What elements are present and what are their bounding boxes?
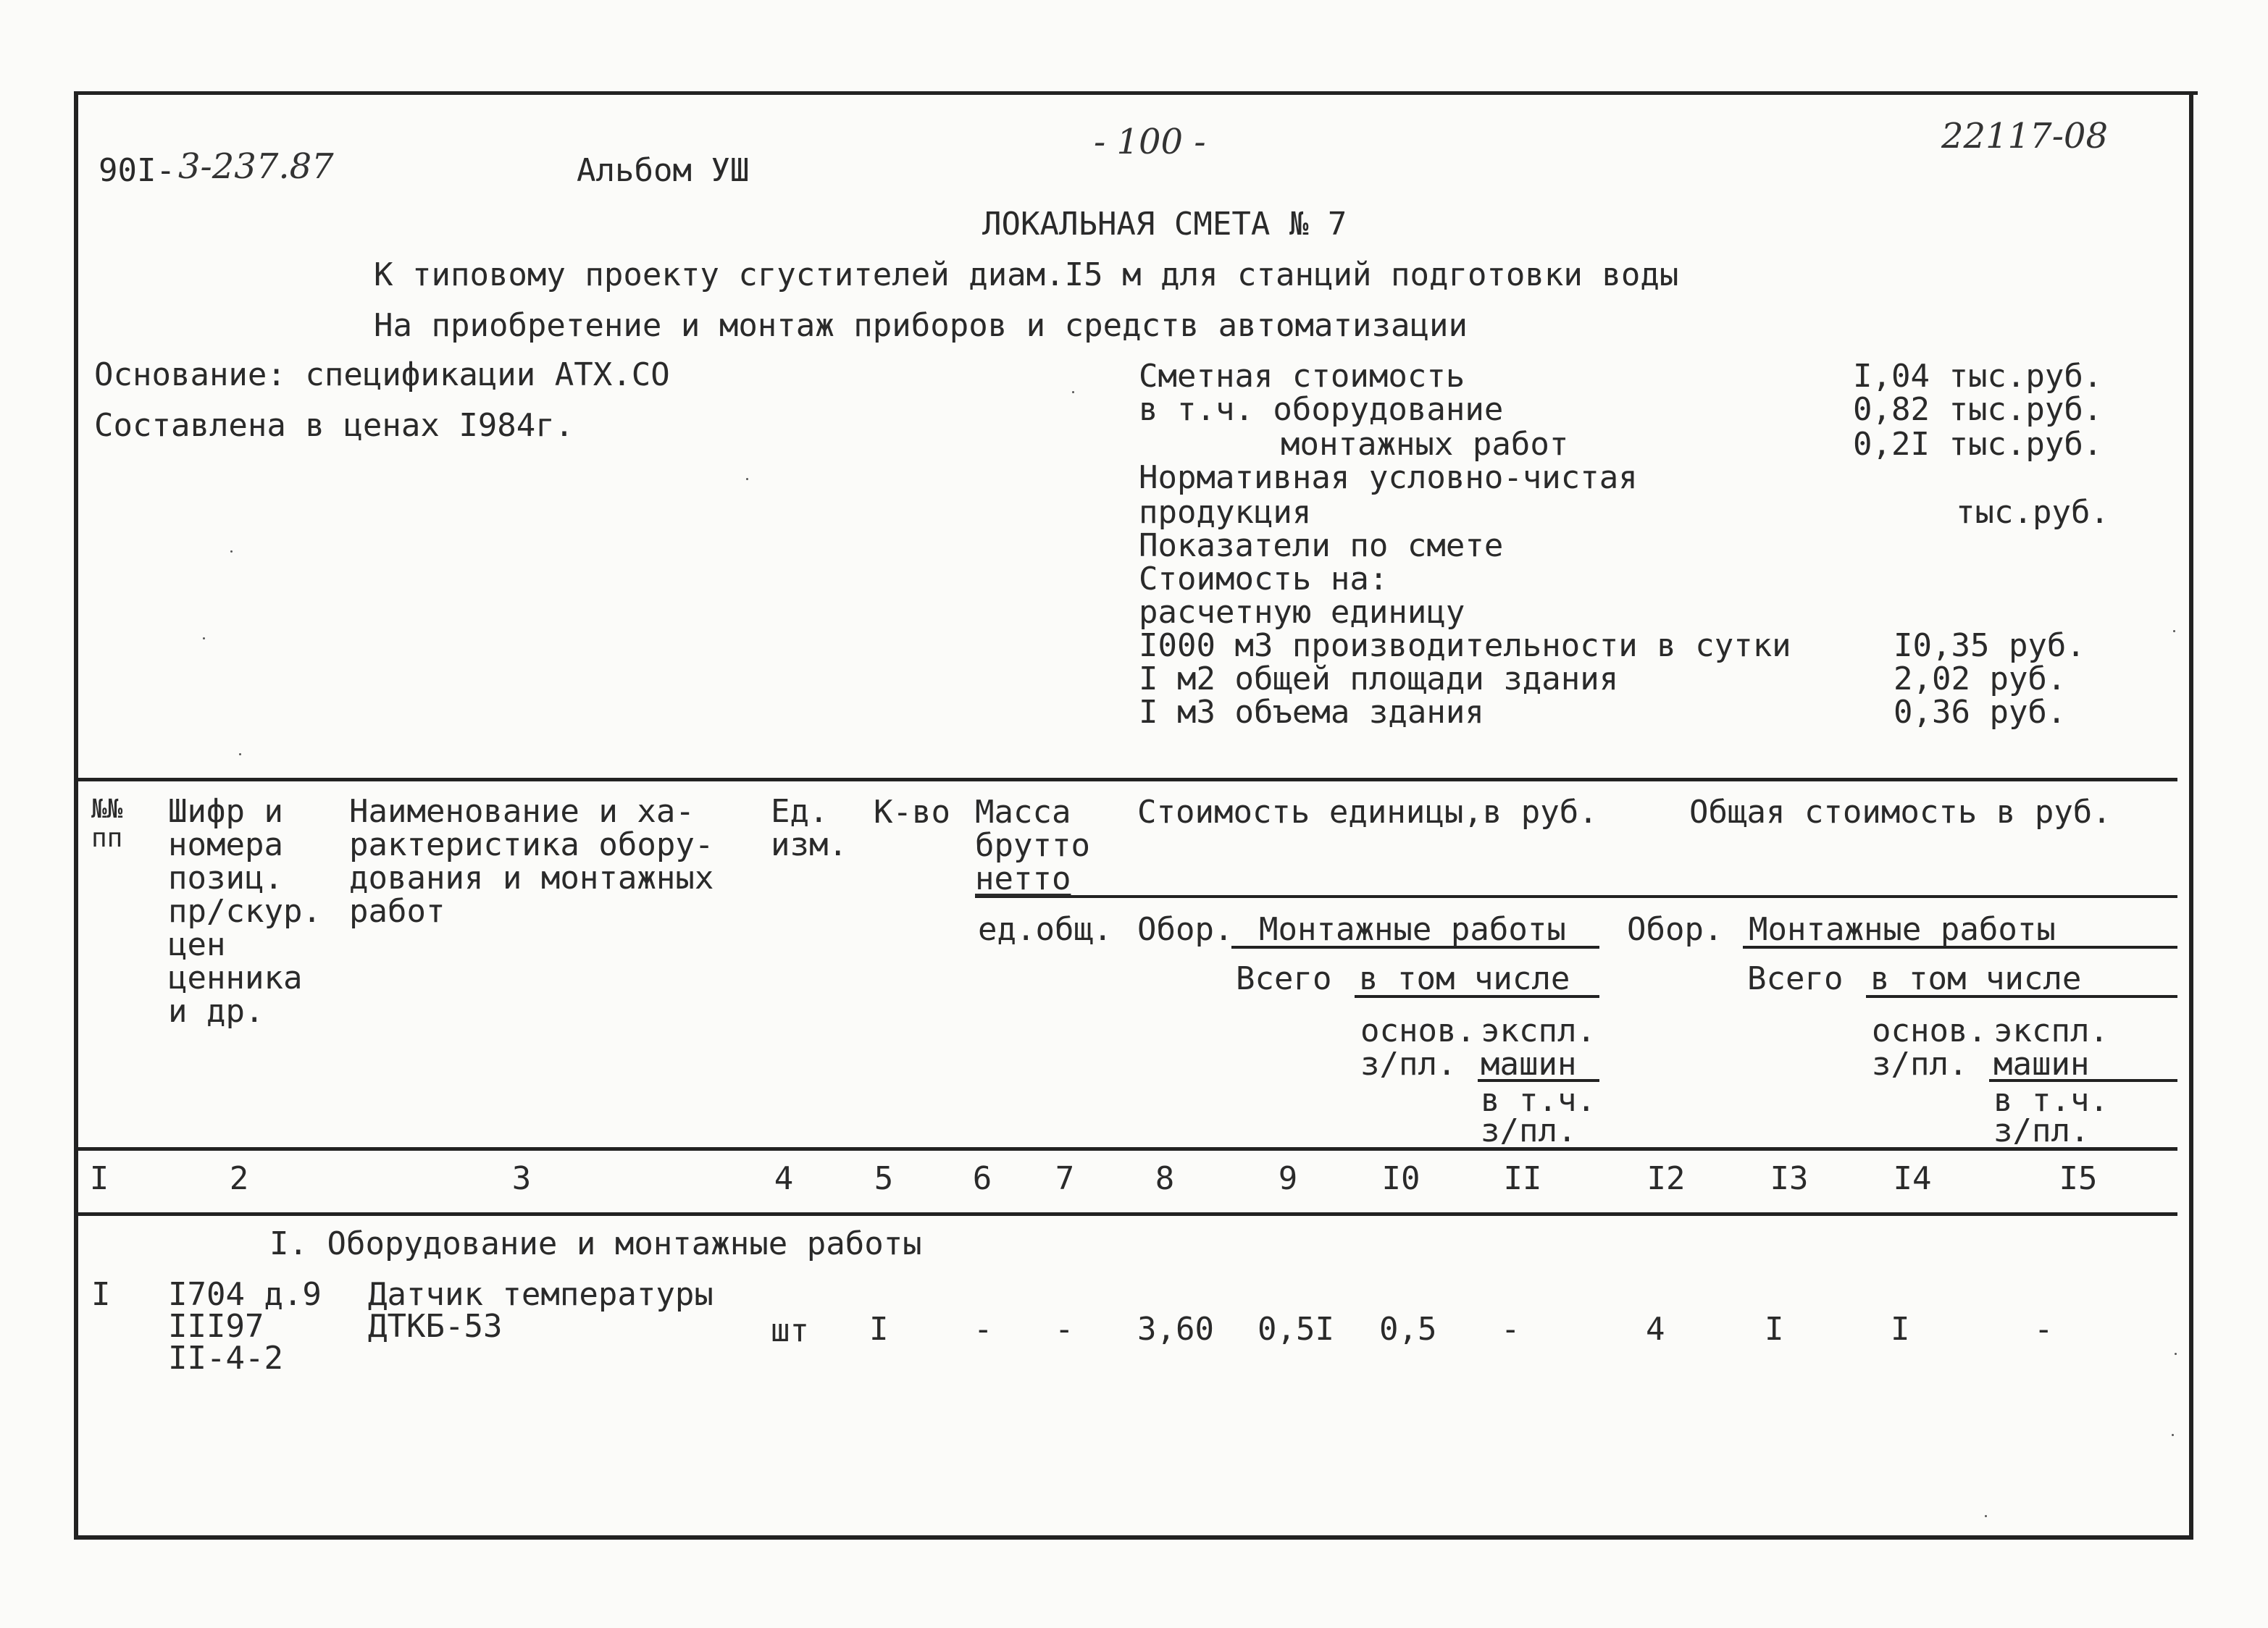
col-number: I3 bbox=[1770, 1160, 1809, 1197]
row-mass-unit: - bbox=[974, 1311, 993, 1348]
equip-label: в т.ч. оборудование bbox=[1139, 391, 1504, 428]
header-unit-basic-2: з/пл. bbox=[1360, 1046, 1457, 1083]
col-number: 5 bbox=[874, 1160, 894, 1197]
header-unit-mach-3: в т.ч. bbox=[1481, 1082, 1596, 1119]
header-bottom-rule bbox=[75, 1147, 2177, 1151]
subtitle-project: К типовому проекту сгустителей диам.I5 м для станций подготовки воды bbox=[374, 256, 1679, 293]
header-unit-cost: Стоимость единицы,в руб. bbox=[1137, 794, 1598, 831]
col-number: 2 bbox=[229, 1160, 249, 1197]
col-number: I4 bbox=[1893, 1160, 1932, 1197]
page-number: - 100 - bbox=[1094, 122, 1206, 162]
header-mass-1: Масса bbox=[975, 794, 1071, 831]
frame-right bbox=[2189, 91, 2193, 1540]
row-qty: I bbox=[869, 1311, 889, 1348]
row-mass-total: - bbox=[1055, 1311, 1074, 1348]
scan-speck bbox=[2173, 630, 2175, 632]
per-1000-value: I0,35 руб. bbox=[1894, 627, 2085, 664]
header-num: №№ пп bbox=[91, 794, 123, 853]
album-label: Альбом УШ bbox=[577, 152, 750, 189]
frame-top bbox=[75, 91, 2198, 95]
table-top-rule bbox=[75, 778, 2177, 781]
row-unit: шт bbox=[771, 1312, 809, 1349]
scan-speck bbox=[239, 753, 241, 755]
row-equip-unit: 3,60 bbox=[1137, 1311, 1214, 1348]
install-label: монтажных работ bbox=[1281, 426, 1569, 463]
col-number: 8 bbox=[1155, 1160, 1175, 1197]
per-m2-label: I м2 общей площади здания bbox=[1139, 660, 1619, 697]
header-sum-mach-4: з/пл. bbox=[1993, 1112, 2090, 1149]
document-title: ЛОКАЛЬНАЯ СМЕТА № 7 bbox=[982, 206, 1347, 243]
scan-speck bbox=[2175, 1353, 2177, 1355]
row-install-total: 0,5I bbox=[1258, 1311, 1334, 1348]
section-title: I. Оборудование и монтажные работы bbox=[269, 1225, 922, 1262]
col-number: 4 bbox=[774, 1160, 794, 1197]
subtitle-purpose: На приобретение и монтаж приборов и средств автоматизации bbox=[374, 307, 1468, 344]
header-sum-mach-2: машин bbox=[1993, 1046, 2090, 1083]
cost-per-label: Стоимость на: bbox=[1139, 561, 1389, 597]
header-name: Наименование и ха- рактеристика обору- дования и монтажных работ bbox=[349, 793, 714, 930]
mass-sub-rule bbox=[975, 895, 2177, 898]
header-sum-mach-1: экспл. bbox=[1993, 1012, 2109, 1049]
per-m3-label: I м3 объема здания bbox=[1139, 694, 1484, 731]
frame-bottom bbox=[74, 1535, 2193, 1540]
row-install-sum: I bbox=[1765, 1311, 1784, 1348]
header-total-cost: Общая стоимость в руб. bbox=[1689, 794, 2112, 831]
col-number: I bbox=[89, 1160, 109, 1197]
install-value: 0,2I тыс.руб. bbox=[1853, 426, 2103, 463]
per-m2-value: 2,02 руб. bbox=[1894, 660, 2067, 697]
norm-label-2: продукция bbox=[1139, 494, 1312, 531]
cost-value: I,04 тыс.руб. bbox=[1853, 358, 2103, 395]
row-install-basic: 0,5 bbox=[1379, 1311, 1437, 1348]
header-unit-basic-1: основ. bbox=[1360, 1012, 1476, 1049]
col-number: I2 bbox=[1646, 1160, 1686, 1197]
basis-line: Основание: спецификации АТХ.СО bbox=[94, 356, 670, 393]
header-mass-3: нетто bbox=[975, 860, 1071, 897]
header-unit-mach-2: машин bbox=[1481, 1046, 1577, 1083]
header-unit-mach-1: экспл. bbox=[1481, 1012, 1596, 1049]
col-number: 3 bbox=[511, 1160, 532, 1197]
header-total-install: Монтажные работы bbox=[1749, 911, 2056, 948]
col-numbers-rule bbox=[75, 1212, 2177, 1216]
scan-speck bbox=[746, 478, 748, 480]
prices-line: Составлена в ценах I984г. bbox=[94, 407, 574, 444]
scan-speck bbox=[1072, 391, 1074, 393]
frame-left bbox=[74, 91, 78, 1540]
equip-value: 0,82 тыс.руб. bbox=[1853, 391, 2103, 428]
header-sum-total: Всего bbox=[1747, 960, 1844, 997]
row-num: I bbox=[91, 1276, 111, 1313]
col-number: 7 bbox=[1055, 1160, 1075, 1197]
row-code-3: II-4-2 bbox=[168, 1340, 283, 1377]
header-sum-basic-2: з/пл. bbox=[1872, 1046, 1968, 1083]
scan-speck bbox=[2172, 1434, 2174, 1436]
header-sum-basic-1: основ. bbox=[1872, 1012, 1987, 1049]
row-name-1: Датчик температуры bbox=[368, 1276, 714, 1313]
header-unit-mach-4: з/пл. bbox=[1481, 1112, 1577, 1149]
scan-speck bbox=[1985, 1515, 1987, 1517]
doc-number: 22117-08 bbox=[1941, 116, 2108, 156]
col-number: I5 bbox=[2059, 1160, 2098, 1197]
header-sum-incl: в том числе bbox=[1870, 960, 2082, 997]
header-mass-sub: ед.общ. bbox=[978, 911, 1113, 948]
header-unit-equip: Обор. bbox=[1137, 911, 1234, 948]
per-m3-value: 0,36 руб. bbox=[1894, 694, 2067, 731]
header-unit: Ед. изм. bbox=[771, 793, 848, 863]
col-number: I0 bbox=[1381, 1160, 1420, 1197]
calc-unit-label: расчетную единицу bbox=[1139, 594, 1465, 631]
row-code-2: III97 bbox=[168, 1308, 264, 1345]
scan-speck bbox=[203, 637, 205, 639]
header-unit-install: Монтажные работы bbox=[1259, 911, 1566, 948]
col-number: 6 bbox=[972, 1160, 992, 1197]
row-install-mach: - bbox=[1501, 1311, 1520, 1348]
header-qty: К-во bbox=[874, 794, 950, 831]
row-name-2: ДТКБ-53 bbox=[368, 1308, 503, 1345]
cost-label: Сметная стоимость bbox=[1139, 358, 1465, 395]
row-code-1: I704 д.9 bbox=[168, 1276, 322, 1313]
header-unit-total: Всего bbox=[1236, 960, 1332, 997]
row-equip-sum: 4 bbox=[1646, 1311, 1665, 1348]
header-total-equip: Обор. bbox=[1627, 911, 1723, 948]
header-unit-incl: в том числе bbox=[1359, 960, 1570, 997]
code-handwritten: 3-237.87 bbox=[178, 146, 334, 187]
code-prefix: 90I- bbox=[99, 152, 175, 189]
row-mach-sum: - bbox=[2034, 1311, 2054, 1348]
col-number: II bbox=[1503, 1160, 1542, 1197]
row-basic-sum: I bbox=[1891, 1311, 1910, 1348]
header-code: Шифр и номера позиц. пр/скур. цен ценника и др. bbox=[168, 793, 322, 1030]
header-mass-2: брутто bbox=[975, 827, 1090, 864]
indicators-label: Показатели по смете bbox=[1139, 527, 1504, 564]
norm-label-1: Нормативная условно-чистая bbox=[1139, 459, 1638, 496]
col-number: 9 bbox=[1278, 1160, 1298, 1197]
scan-speck bbox=[230, 550, 233, 553]
norm-value: тыс.руб. bbox=[1956, 494, 2109, 531]
header-sum-mach-3: в т.ч. bbox=[1993, 1082, 2109, 1119]
per-1000-label: I000 м3 производительности в сутки bbox=[1139, 627, 1791, 664]
